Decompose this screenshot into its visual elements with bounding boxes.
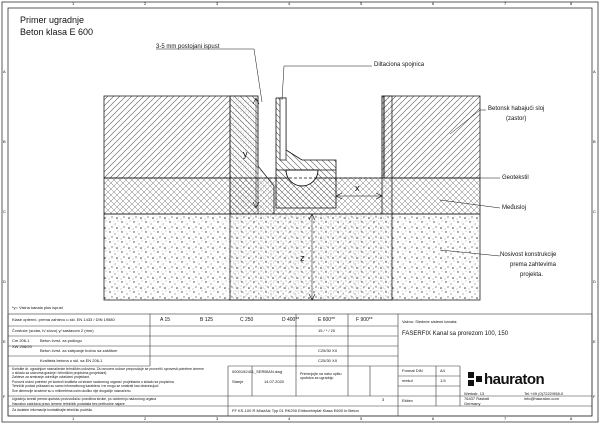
base-label-3: projekta.	[520, 272, 544, 278]
tb-req-label: Klase optereć. prema zahtevu u skl. EN 1433 / DIN 19580	[12, 317, 115, 322]
tb-part-label: Važno: Sledeće sistemi kanala:	[402, 319, 458, 324]
tb-row-label: Kvaliteta betona u skl. sa EN 206-1	[40, 358, 103, 363]
tb-class: C 250	[240, 317, 254, 323]
brand-name: hauraton	[484, 371, 545, 388]
tb-address: Werkstr. 13	[464, 391, 485, 396]
tb-row-label: Beton čvrst. za zatrpanje bočno sa zaštitom	[40, 348, 118, 353]
tb-row-label: Beton čvrst. za podlogu	[40, 338, 82, 343]
tb-date: 14.07.2020	[264, 379, 285, 384]
gap-label: 3-5 mm postojani ispust	[156, 44, 220, 50]
tb-remark: Primenjujte na našu opštu uputstva za ugradnju	[300, 372, 342, 381]
hauraton-logo-icon	[468, 372, 482, 386]
dim-y: y	[243, 149, 248, 159]
col-marker: 2	[144, 1, 147, 6]
cover-label-sub: (zastor)	[506, 116, 527, 122]
col-marker: 2	[144, 416, 147, 421]
tb-note: Sve dimenzije izražene su u milimetrima osim ukoliko nije drugačije naznačeno.	[12, 389, 132, 393]
dim-x: x	[355, 183, 360, 193]
tb-phone: Tel.+49 (0)7222/958-0	[524, 391, 564, 396]
tb-product: FASERFIX Kanal sa prorezom 100, 150	[402, 331, 509, 337]
footnote: *y= Visina kanala plus ispust	[12, 305, 63, 310]
tb-row-label: Čvrstoće (sudar, h/ slovo) y/ sastavom 2 (mm)	[12, 328, 94, 333]
cover-left	[104, 96, 230, 178]
base-label-1: Nosivost konstrukcije	[500, 252, 557, 258]
tb-class: F 900**	[356, 317, 373, 323]
col-marker: 8	[570, 1, 573, 6]
row-marker: D	[3, 279, 6, 284]
tb-email: info@hauraton.com	[524, 396, 559, 401]
tb-note: Zahteve za armiranje određuje ovlašćeni projektant.	[12, 375, 90, 379]
cover-label: Betonsk habajući sloj	[488, 106, 545, 112]
tb-lang-label: Ekitev	[402, 398, 413, 403]
tb-small-label: XW 206/20	[12, 344, 32, 349]
tb-class: A 15	[160, 317, 171, 323]
tb-note: Ugradnju izvesti prema uputstvu proizvođača i pravilima struke, po odobrenju nadzornog organa	[12, 397, 157, 401]
tb-note: Ponovni uslovi potrebni pri kontroli kvaliteta od strane nadzornog organa i projektanta u skladu sa propisima	[12, 380, 174, 384]
tb-row-value: C25/30 XII	[318, 348, 337, 353]
col-marker: 1	[72, 1, 75, 6]
expansion-joint-label: Diltaciona spojnica	[374, 62, 425, 68]
cover-right	[382, 96, 480, 178]
row-marker: F	[593, 394, 596, 399]
tb-rev: 3	[382, 397, 385, 402]
tb-format-val: A4	[440, 368, 445, 373]
col-marker: 7	[504, 1, 507, 6]
tb-note: u skladu sa uslovima gradnje i tehničkim propisima (projektant)	[12, 371, 107, 375]
row-marker: C	[593, 209, 596, 214]
base-label-2: prema zahtevima	[510, 262, 557, 268]
row-marker: C	[3, 209, 6, 214]
col-marker: 4	[288, 416, 291, 421]
col-marker: 3	[216, 1, 219, 6]
tb-small-label: Cm 206-1	[12, 338, 30, 343]
geotextile-label: Geotekstil	[502, 175, 529, 181]
tb-note: Hauraton zadržava pravo izmene tehničkih podataka bez prethodne najave	[12, 402, 125, 406]
page-title: Primer ugradnje	[20, 15, 85, 25]
col-marker: 8	[570, 416, 573, 421]
tb-scale-val: 1:5	[440, 378, 446, 383]
tb-address: 76437 Rastatt	[464, 396, 489, 401]
tb-drawing-id: 0000152411_SERBIAN.dwg	[232, 369, 283, 374]
col-marker: 1	[72, 416, 75, 421]
row-marker: F	[3, 394, 6, 399]
col-marker: 5	[360, 1, 363, 6]
interlayer-label: Međusloj	[502, 205, 527, 211]
page-subtitle: Beton klasa E 600	[20, 27, 94, 37]
row-marker: E	[3, 339, 6, 344]
tb-class: E 600**	[318, 317, 335, 323]
row-marker: A	[3, 69, 6, 74]
col-marker: 3	[216, 416, 219, 421]
tb-class: D 400**	[282, 317, 300, 323]
row-marker: B	[3, 139, 6, 144]
slot	[280, 98, 286, 160]
tb-bottom-line: FF KS-100 R M/ažAlć Typ 01 RK200 Eiribuebirplat Klasa E600 in Beton	[232, 408, 359, 413]
row-marker: A	[593, 69, 596, 74]
tb-note: Tehnički podaci prikazani su samo informativnog karaktera i ne mogu se smatrati kao obavezujući	[12, 384, 159, 388]
tb-address: Germany	[464, 401, 481, 406]
col-marker: 6	[432, 416, 435, 421]
tb-format-label: Format DIN	[402, 368, 423, 373]
col-marker: 5	[360, 416, 363, 421]
tb-status-label: Stanje	[232, 379, 244, 384]
tb-class: B 125	[200, 317, 214, 323]
tb-row-value: 15 / * / 20	[318, 328, 336, 333]
row-marker: E	[593, 339, 596, 344]
col-marker: 6	[432, 1, 435, 6]
tb-row-value: C25/30 XII	[318, 358, 337, 363]
tb-note: Za dodatne informacije kontaktirajte tehničku podršku	[12, 408, 93, 412]
tb-note: Koristite dr. ugradnjom naznačenim tehničkim uslovima. Za osnovne uslove preporučuje se proveriti i sprovesti potrebne izmene	[12, 367, 204, 371]
row-marker: D	[593, 279, 596, 284]
dim-z: z	[300, 253, 305, 263]
col-marker: 4	[288, 1, 291, 6]
row-marker: B	[593, 139, 596, 144]
tb-scale-label: mešul	[402, 378, 413, 383]
col-marker: 7	[504, 416, 507, 421]
